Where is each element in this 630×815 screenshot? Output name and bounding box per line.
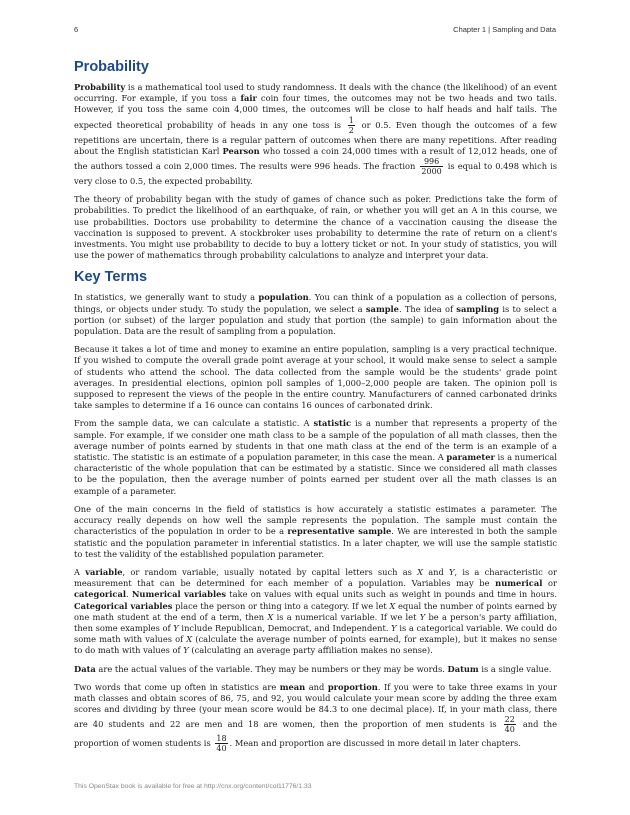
term-mean: mean (279, 681, 306, 692)
key-terms-paragraph-3: From the sample data, we can calculate a statistic. A statistic is a number that represents a property of the sample. For example, if we consider one math class to be a sample of the population of all math classes, then the average number of points earned by students in that one math class at the end of the term is an example of a statistic. The statistic is an estimate of a population parameter, in this case the mean. A parameter is a numerical characteristic of the whole population that can be estimated by a statistic. Since we considered all math classes to be the population, then the average number of points earned per student over all the math classes is an example of a parameter. (74, 418, 557, 496)
probability-paragraph-2: The theory of probability began with the study of games of chance such as poker. Predictions take the form of probabilities. To predict the likelihood of an earthquake, of rain, or whether you will get an A in this course, we use probabilities. Doctors use probability to determine the chance of a vaccination causing the disease the vaccination is supposed to prevent. A stockbroker uses probability to determine the rate of return on a client's investments. You might use probability to decide to buy a lottery ticket or not. In your study of statistics, you will use the power of mathematics through probability calculations to analyze and interpret your data. (74, 194, 557, 261)
term-population: population (258, 292, 309, 303)
term-data: Data (74, 663, 96, 674)
fraction-18-40: $\frac{18}{40}$ (216, 734, 227, 754)
term-variable: variable (85, 566, 123, 577)
term-sampling: sampling (456, 303, 500, 314)
key-terms-paragraph-4: One of the main concerns in the field of statistics is how accurately a statistic estimates a parameter. The accuracy really depends on how well the sample represents the population. The sample must contain the characteristics of the population in order to be a representative sample. We are interested in both the sample statistic and the population parameter in inferential statistics. In a later chapter, we will use the sample statistic to test the validity of the established population parameter. (74, 503, 557, 559)
running-header: Chapter 1 | Sampling and Data (453, 25, 556, 34)
page-content (74, 58, 557, 760)
probability-paragraph-1: Probability is a mathematical tool used to study randomness. It deals with the chance (the likelihood) of an event occurring. For example, if you toss a fair coin four times, the outcomes may not be two heads and two tails. However, if you toss the same coin 4,000 times, the outcomes will be close to half heads and half tails. The expected theoretical probability of heads in any one toss is $\frac{1}{2}$ or 0.5. Even though the outcomes of a few repetitions are uncertain, there is a regular pattern of outcomes when there are many repetitions. After reading about the English statistician Karl Pearson who tossed a coin 24,000 times with a result of 12,012 heads, one of the authors tossed a coin 2,000 times. The results were 996 heads. The fraction $\frac{996}{2000}$ is equal to 0.498 which is very close to 0.5, the expected probability. (74, 82, 558, 187)
fraction-22-40: $\frac{22}{40}$ (504, 715, 515, 735)
section-title-probability: Probability (74, 59, 149, 75)
page-footer: This OpenStax book is available for free at http://cnx.org/content/col11776/1.33 (74, 783, 312, 790)
term-datum: Datum (447, 663, 479, 674)
section-title-key-terms: Key Terms (74, 269, 148, 286)
key-terms-paragraph-5: A variable, or random variable, usually notated by capital letters such as X and Y, is a characteristic or measurement that can be determined for each member of a population. Variables may be numerical or categorical. Numerical variables take on values with equal units such as weight in pounds and time in hours. Categorical variables place the person or thing into a category. If we let X equal the number of points earned by one math student at the end of a term, then X is a numerical variable. If we let Y be a person's party affiliation, then some examples of Y include Republican, Democrat, and Independent. Y is a categorical variable. We could do some math with values of X (calculate the average number of points earned, for example), but it makes no sense to do math with values of Y (calculating an average party affiliation makes no sense). (74, 566, 557, 656)
term-parameter: parameter (446, 452, 495, 463)
key-terms-paragraph-2: Because it takes a lot of time and money to examine an entire population, sampling is a very practical technique. If you wished to compute the overall grade point average at your school, it would make sense to select a sample of students who attend the school. The data collected from the sample would be the students' grade point averages. In presidential elections, opinion poll samples of 1,000–2,000 people are taken. The opinion poll is supposed to represent the views of the people in the entire country. Manufacturers of canned carbonated drinks take samples to determine if a 16 ounce can contains 16 ounces of carbonated drink. (74, 344, 557, 411)
term-pearson: Pearson (222, 145, 260, 156)
term-statistic: statistic (313, 418, 352, 429)
term-probability: Probability (74, 82, 126, 92)
term-fair: fair (240, 93, 257, 104)
term-sample: sample (365, 303, 399, 314)
term-representative-sample: representative sample (287, 526, 392, 537)
term-proportion: proportion (327, 681, 378, 692)
term-numerical-variables: Numerical variables (131, 589, 227, 600)
term-numerical: numerical (495, 578, 543, 589)
key-terms-paragraph-7: Two words that come up often in statistics are mean and proportion. If you were to take three exams in your math classes and obtain scores of 86, 75, and 92, you would calculate your mean score by adding the three exam scores and dividing by three (your mean score would be 84.3 to one decimal place). If, in your math class, there are 40 students and 22 are men and 18 are women, then the proportion of men students is $\frac{22}{40}$ and the proportion of women students is $\frac{18}{40}$ . Mean and proportion are discussed in more detail in later chapters. (74, 681, 557, 754)
term-categorical-variables: Categorical variables (74, 600, 173, 611)
key-terms-paragraph-1: In statistics, we generally want to study a population. You can think of a population as a collection of persons, things, or objects under study. To study the population, we select a sample. The idea of sampling is to select a portion (or subset) of the larger population and study that portion (the sample) to gain information about the population. Data are the result of sampling from a population. (74, 292, 557, 337)
key-terms-paragraph-6: Data are the actual values of the variable. They may be numbers or they may be words. Datum is a single value. (74, 663, 552, 674)
fraction-one-half: $\frac{1}{2}$ (348, 115, 354, 135)
term-categorical: categorical (74, 589, 126, 600)
page-number: 6 (74, 25, 79, 34)
fraction-996-2000: $\frac{996}{2000}$ (421, 157, 442, 177)
